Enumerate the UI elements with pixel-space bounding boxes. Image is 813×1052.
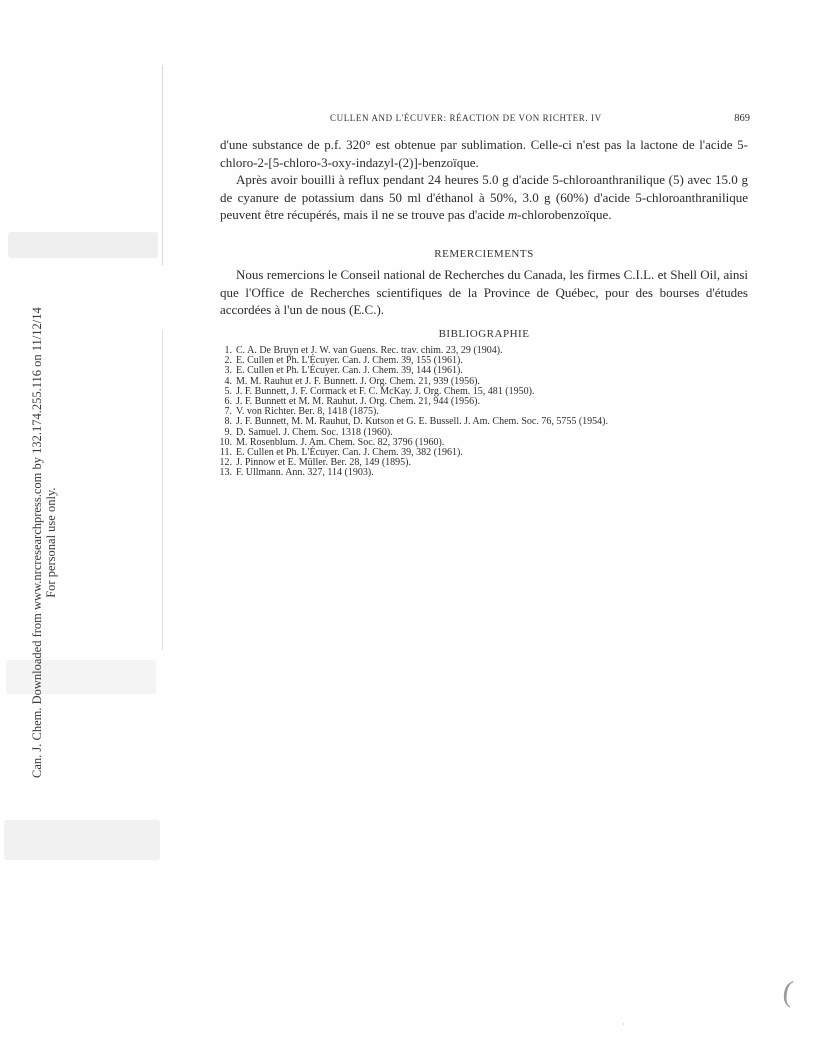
bibliography-heading: BIBLIOGRAPHIE bbox=[438, 328, 530, 340]
paragraph-2-text: Après avoir bouilli à reflux pendant 24 heures 5.0 g d'acide 5-chloroanthranilique (5) avec 15.0 g de cyanure de potassium dans 50 ml d'éthanol à 50%, 3.0 g (60%) d'acide 5-chloroanthranilique peuvent être récupérés, mais il ne se trouve pas d'acide bbox=[220, 172, 748, 223]
bibliography-list bbox=[218, 346, 758, 479]
bibliography-entry bbox=[218, 468, 758, 478]
bibliography-entry-number: 7. bbox=[224, 406, 232, 418]
bibliography-entry-text: D. Samuel. J. Chem. Soc. 1318 (1960). bbox=[236, 426, 393, 438]
scan-dot: · bbox=[622, 1020, 625, 1029]
bibliography-entry-number: 2. bbox=[224, 355, 232, 367]
bibliography-entry-text: C. A. De Bruyn et J. W. van Guens. Rec. trav. chim. 23, 29 (1904). bbox=[236, 345, 503, 356]
running-head bbox=[330, 113, 750, 124]
bibliography-entry-number: 12. bbox=[219, 457, 232, 469]
paragraph-2-italic: m bbox=[507, 207, 518, 223]
bibliography-entry-text: J. Pinnow et E. Müller. Ber. 28, 149 (1895). bbox=[236, 457, 411, 469]
bibliography-entry-text: E. Cullen et Ph. L'Écuyer. Can. J. Chem. 39, 382 (1961). bbox=[236, 447, 463, 459]
scan-mark: ( bbox=[780, 974, 796, 1009]
bibliography-entry-number: 5. bbox=[224, 385, 232, 397]
bibliography-entry-text: J. F. Bunnett, J. F. Cormack et F. C. McKay. J. Org. Chem. 15, 481 (1950). bbox=[236, 385, 535, 397]
bibliography-entry-number: 1. bbox=[224, 345, 232, 356]
watermark-line-2: For personal use only. bbox=[44, 487, 58, 598]
bibliography-entry-number: 3. bbox=[224, 365, 232, 377]
bibliography-entry-number: 6. bbox=[224, 396, 232, 408]
scan-fold-line-upper bbox=[162, 65, 163, 265]
bibliography-entry-number: 10. bbox=[219, 436, 232, 448]
bibliography-entry-number: 13. bbox=[219, 467, 232, 479]
running-head-title: CULLEN AND L'ÉCUVER: RÉACTION DE VON RICHTER. IV bbox=[330, 113, 602, 123]
bibliography-entry-text: M. M. Rauhut et J. F. Bunnett. J. Org. Chem. 21, 939 (1956). bbox=[236, 375, 481, 387]
bibliography-entry-text: E. Cullen et Ph. L'Écuyer. Can. J. Chem. 39, 155 (1961). bbox=[236, 355, 463, 367]
bibliography-entry-number: 4. bbox=[224, 375, 232, 387]
bibliography-entry-text: E. Cullen et Ph. L'Écuyer. Can. J. Chem. 39, 144 (1961). bbox=[236, 365, 463, 377]
paragraph-2-text-end: -chlorobenzoïque. bbox=[517, 207, 612, 223]
paragraph-2 bbox=[220, 171, 748, 224]
scan-fold-line-lower bbox=[162, 330, 163, 650]
bibliography-entry-number: 11. bbox=[219, 447, 232, 459]
body-text bbox=[220, 136, 748, 224]
acknowledgements-heading: REMERCIEMENTS bbox=[434, 248, 534, 260]
bibliography-entry-text: J. F. Bunnett et M. M. Rauhut. J. Org. Chem. 21, 944 (1956). bbox=[236, 396, 481, 408]
acknowledgements-text: Nous remercions le Conseil national de Recherches du Canada, les firmes C.I.L. et Shell Oil, ainsi que l'Office de Recherches scientifiques de la Province de Québec, pour des bourses d'études accordées à l'un de nous (E.C.). bbox=[220, 267, 748, 318]
bibliography-entry-text: F. Ullmann. Ann. 327, 114 (1903). bbox=[236, 467, 374, 479]
page-number: 869 bbox=[734, 113, 750, 124]
paragraph-1: d'une substance de p.f. 320° est obtenue par sublimation. Celle-ci n'est pas la lactone de l'acide 5-chloro-2-[5-chloro-3-oxy-indazyl-(2)]-benzoïque. bbox=[220, 137, 748, 170]
bibliography-entry-number: 8. bbox=[224, 416, 232, 428]
bibliography-entry-text: V. von Richter. Ber. 8, 1418 (1875). bbox=[236, 406, 379, 418]
watermark-line-1: Can. J. Chem. Downloaded from www.nrcresearchpress.com by 132.174.255.116 on 11/12/14 bbox=[30, 307, 44, 778]
bibliography-entry-number: 9. bbox=[224, 426, 232, 438]
bibliography-entry-text: M. Rosenblum. J. Am. Chem. Soc. 82, 3796 (1960). bbox=[236, 436, 445, 448]
download-watermark bbox=[0, 0, 60, 1052]
bibliography-entry-text: J. F. Bunnett, M. M. Rauhut, D. Kutson et G. E. Bussell. J. Am. Chem. Soc. 76, 5755 (1954). bbox=[236, 416, 608, 428]
